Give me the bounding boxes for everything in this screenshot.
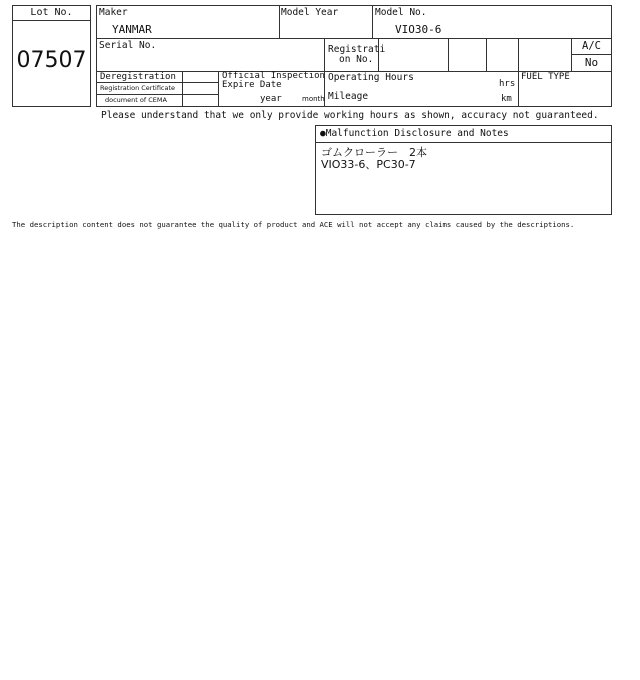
deregistration-label: Deregistration [100, 72, 176, 82]
disclaimer: The description content does not guarantee the quality of product and ACE will not accept any claims caused by the descriptions. [12, 220, 575, 229]
col-line-maker [279, 5, 280, 38]
inspection-label-2: Expire Date [222, 80, 282, 90]
model-no-value: VIO30-6 [395, 23, 442, 36]
mileage-unit: km [501, 94, 512, 104]
model-year-label: Model Year [281, 7, 339, 18]
col-line-modelyear [372, 5, 373, 38]
malfunction-note-line-2: VIO33-6、PC30-7 [321, 158, 416, 171]
ac-label: A/C [582, 40, 601, 52]
mileage-label: Mileage [328, 91, 369, 102]
col-line-reg-2 [448, 38, 449, 71]
inspection-month: month [302, 95, 325, 103]
lot-label: Lot No. [30, 7, 73, 18]
working-hours-notice: Please understand that we only provide working hours as shown, accuracy not guaranteed. [101, 110, 599, 121]
col-line-dereg-2 [218, 71, 219, 107]
lot-number: 07507 [16, 48, 87, 73]
inspection-label-1: Official Inspection [222, 71, 325, 81]
col-line-reg-3 [486, 38, 487, 71]
row-line-1 [96, 38, 612, 39]
col-line-dereg-1 [182, 71, 183, 107]
operating-hours-label: Operating Hours [328, 72, 414, 83]
cema-document-label: document of CEMA [105, 96, 167, 104]
malfunction-divider [315, 142, 612, 143]
col-line-reg-4 [518, 38, 519, 107]
malfunction-note-line-1: ゴムクローラー 2本 [321, 146, 427, 159]
lot-divider [12, 20, 91, 21]
serial-no-label: Serial No. [99, 40, 157, 51]
dereg-row-line-1 [96, 82, 218, 83]
fuel-type-label: FUEL TYPE [521, 72, 570, 82]
ac-divider [571, 54, 612, 55]
operating-hours-unit: hrs [499, 79, 516, 89]
maker-label: Maker [99, 7, 128, 18]
model-no-label: Model No. [375, 7, 427, 18]
maker-value: YANMAR [112, 23, 152, 36]
registration-label-1: Registrati [328, 44, 386, 55]
malfunction-header: ●Malfunction Disclosure and Notes [320, 128, 509, 139]
inspection-year: year [260, 94, 282, 104]
registration-certificate-label: Registration Certificate [100, 84, 176, 92]
registration-label-2: on No. [339, 54, 374, 65]
dereg-row-line-2 [96, 94, 218, 95]
ac-value: No [584, 56, 599, 69]
